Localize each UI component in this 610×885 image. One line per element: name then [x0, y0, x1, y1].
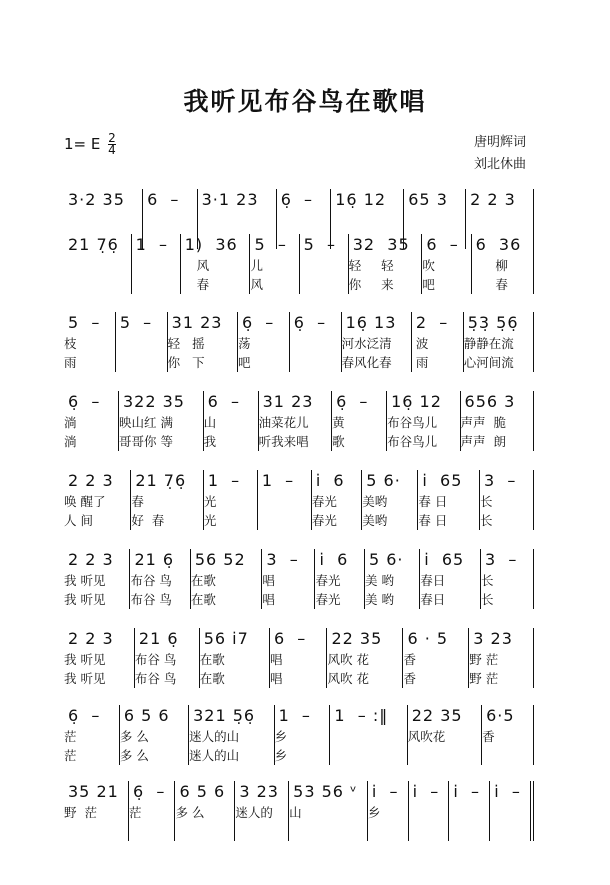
measure: [409, 781, 450, 841]
notes: 16̣ 12: [391, 392, 442, 411]
lyric-verse-2: 多 么: [119, 748, 149, 763]
measure: [362, 470, 418, 530]
notes: 6̣ –: [336, 392, 369, 411]
lyric-verse-1: 山: [203, 415, 217, 430]
lyric-verse-1: 吹: [422, 258, 435, 273]
lyric-verse-1: 唤 醒了: [64, 494, 106, 509]
measure: [300, 234, 349, 294]
lyric-verse-1: 波: [411, 336, 429, 351]
lyric-verse-1: 我 听见: [64, 573, 106, 588]
measure: [64, 549, 130, 609]
measure: [464, 312, 534, 372]
measure: [191, 549, 263, 609]
measure: [332, 391, 387, 451]
lyric-verse-1: [466, 211, 529, 230]
measure: [120, 705, 189, 765]
lyric-verse-1: 春 日: [418, 494, 448, 509]
lyric-verse-1: [449, 803, 485, 822]
notes: 322 35: [123, 392, 185, 411]
lyric-verse-2: [408, 746, 477, 765]
staff-row: [64, 781, 534, 841]
lyric-verse-1: 映山红 满: [119, 415, 173, 430]
lyric-verse-2: 美哟: [362, 513, 388, 528]
lyric-verse-1: 柳: [471, 258, 508, 273]
measure: [132, 234, 181, 294]
notes: 65 3: [408, 190, 448, 209]
notes: 5 –: [303, 235, 336, 254]
lyric-verse-1: 轻 摇: [167, 336, 205, 351]
time-unit: 4: [108, 143, 116, 157]
notes: 6 –: [273, 629, 307, 648]
lyric-verse-2: 在歌: [190, 592, 216, 607]
notes: 1) 36: [184, 235, 238, 254]
lyric-verse-2: 布谷 鸟: [130, 592, 172, 607]
lyric-verse-1: [300, 256, 344, 275]
lyric-verse-2: [116, 353, 163, 372]
notes: 6 36: [475, 235, 522, 254]
lyric-verse-2: 长: [480, 592, 494, 607]
notes: 1 –: [261, 471, 295, 490]
lyric-verse-1: 在歌: [190, 573, 216, 588]
measure: [368, 781, 409, 841]
lyric-verse-1: 光: [203, 494, 217, 509]
lyric-verse-2: 你 来: [348, 277, 394, 292]
staff-row: [64, 391, 534, 451]
lyric-verse-1: [490, 803, 526, 822]
measure: [422, 234, 471, 294]
lyric-verse-1: [331, 211, 399, 230]
notes: 1 –: [135, 235, 168, 254]
measure: [64, 234, 132, 294]
lyric-verse-2: 迷人的山: [189, 748, 240, 763]
song-title: 我听见布谷鸟在歌唱: [183, 87, 427, 116]
measure: [315, 549, 365, 609]
time-beats: 2: [108, 131, 116, 145]
lyric-verse-1: 荡: [237, 336, 251, 351]
lyric-verse-1: 春光: [315, 573, 341, 588]
lyric-verse-2: 歌: [332, 434, 345, 449]
notes: 6 –: [147, 190, 180, 209]
notes: i̇ 65: [424, 550, 465, 569]
notes: 3 23: [473, 629, 513, 648]
measure: [461, 391, 534, 451]
lyric-verse-1: [198, 211, 272, 230]
notes: i̇ –: [371, 782, 399, 801]
notes: 3 23: [239, 782, 279, 801]
notes: i̇ –: [453, 782, 481, 801]
measure: [181, 234, 251, 294]
notes: 5 –: [68, 313, 101, 332]
notes: 2 –: [415, 313, 449, 332]
lyric-verse-1: 野 茫: [64, 805, 97, 820]
lyric-verse-1: 风吹花: [407, 729, 446, 744]
lyric-verse-1: [143, 211, 193, 230]
lyric-verse-1: 美 哟: [364, 573, 394, 588]
notes: 6 –: [207, 392, 240, 411]
measure: [420, 549, 481, 609]
lyric-verse-2: [490, 822, 526, 841]
notes: i̇ 6: [315, 471, 345, 490]
lyric-verse-1: 油菜花儿: [258, 415, 309, 430]
lyric-verse-2: 我: [203, 434, 217, 449]
measure: [175, 781, 235, 841]
time-signature: [108, 133, 116, 156]
notes: 22 35: [331, 629, 383, 648]
lyric-verse-2: 光: [203, 513, 217, 528]
notes: 6̣ –: [241, 313, 275, 332]
lyric-verse-1: [330, 727, 402, 746]
lyric-verse-2: [129, 822, 171, 841]
lyric-verse-1: [258, 492, 307, 511]
lyric-verse-1: 布谷 鸟: [134, 652, 177, 667]
lyric-verse-1: [64, 256, 127, 275]
staff-row: [64, 549, 534, 609]
staff-row: [64, 705, 534, 765]
lyric-verse-2: 风: [250, 277, 263, 292]
notes: 321 5̣6̣: [193, 706, 256, 725]
lyric-verse-2: 吧: [237, 355, 251, 370]
lyric-verse-1: [116, 334, 163, 353]
lyric-verse-2: 听我来唱: [258, 434, 309, 449]
lyric-verse-2: 我 听见: [64, 592, 106, 607]
lyric-verse-1: [132, 256, 176, 275]
notes: i̇ –: [494, 782, 521, 801]
measure: [481, 549, 534, 609]
measure: [64, 391, 119, 451]
measure: [289, 781, 368, 841]
measure: [312, 470, 362, 530]
lyric-verse-2: [64, 822, 124, 841]
lyric-verse-1: 河水泛清: [341, 336, 392, 351]
measure: [449, 781, 490, 841]
lyric-verse-1: 布谷 鸟: [130, 573, 172, 588]
lyric-verse-2: [330, 746, 402, 765]
measure: [270, 628, 328, 688]
measure: [262, 549, 315, 609]
notes: 5 –: [119, 313, 153, 332]
notes: 1 – :‖: [334, 706, 389, 725]
lyric-verse-2: 我 听见: [64, 671, 106, 686]
lyric-verse-1: [277, 211, 327, 230]
lyric-verse-2: [175, 822, 230, 841]
notes: i̇ –: [412, 782, 440, 801]
measure: [116, 312, 168, 372]
lyric-verse-2: 布谷鸟儿: [387, 434, 438, 449]
notes: 53 56 ᵛ: [293, 782, 358, 801]
measure: [403, 628, 469, 688]
measure: [200, 628, 270, 688]
notes: 16̣ 12: [335, 190, 387, 209]
lyric-verse-2: 春日: [420, 592, 446, 607]
lyric-verse-2: 声声 朗: [460, 434, 506, 449]
lyric-verse-2: 长: [480, 513, 493, 528]
notes: 2 2 3: [68, 550, 114, 569]
notes: 16̣ 13: [345, 313, 397, 332]
lyric-verse-1: 多 么: [119, 729, 149, 744]
notes: 2 2 3: [470, 190, 516, 209]
notes: 6 5 6: [179, 782, 226, 801]
lyric-verse-2: [409, 822, 445, 841]
lyric-verse-2: [64, 275, 127, 294]
lyric-verse-2: [368, 822, 404, 841]
measure: [259, 391, 332, 451]
lyric-verse-2: [449, 822, 485, 841]
notes: 3·2 35: [68, 190, 125, 209]
lyric-verse-1: 茫: [64, 729, 77, 744]
measure: [482, 705, 534, 765]
measure: [412, 312, 464, 372]
measure: [275, 705, 331, 765]
lyric-verse-2: 野 茫: [469, 671, 499, 686]
notes: 3·1 23: [201, 190, 259, 209]
measure: [472, 234, 535, 294]
lyric-verse-1: 黄: [332, 415, 345, 430]
lyric-verse-2: 吧: [422, 277, 435, 292]
lyric-verse-1: 多 么: [175, 805, 205, 820]
lyric-verse-2: [258, 511, 307, 530]
lyric-verse-1: 淌: [64, 415, 77, 430]
lyric-verse-1: 长: [480, 573, 494, 588]
lyric-verse-2: 美 哟: [364, 592, 394, 607]
lyric-verse-2: 你 下: [167, 355, 205, 370]
lyric-verse-1: 春光: [311, 494, 337, 509]
key-signature: [64, 133, 116, 156]
lyric-verse-2: 人 间: [64, 513, 93, 528]
notes: 35 21: [68, 782, 119, 801]
measure: [168, 312, 238, 372]
lyric-verse-1: 春日: [420, 573, 446, 588]
composer-credit: 刘北休曲: [474, 157, 527, 172]
lyric-verse-1: 唱: [262, 573, 275, 588]
lyric-verse-2: [482, 746, 529, 765]
lyric-verse-1: 香: [482, 729, 495, 744]
lyric-verse-2: 唱: [262, 592, 275, 607]
staff-row: [64, 234, 534, 294]
measure: [490, 781, 534, 841]
lyric-verse-2: 布谷 鸟: [134, 671, 177, 686]
lyric-verse-1: 野 茫: [469, 652, 499, 667]
measure: [330, 705, 407, 765]
measure: [418, 470, 480, 530]
notes: 2 2 3: [68, 629, 114, 648]
lyric-verse-1: 迷人的山: [189, 729, 240, 744]
lyric-verse-2: 香: [403, 671, 416, 686]
lyric-verse-1: 美哟: [362, 494, 388, 509]
notes: 3 –: [484, 550, 518, 569]
lyric-verse-2: 在歌: [199, 671, 225, 686]
notes: 21 7̣6̣: [135, 471, 187, 490]
notes: 6·5: [486, 706, 515, 725]
notes: 21 7̣6̣: [68, 235, 119, 254]
lyric-verse-1: 声声 脆: [460, 415, 506, 430]
staff-row: [64, 470, 534, 530]
measure: [238, 312, 290, 372]
lyric-verse-1: 风吹 花: [327, 652, 369, 667]
measure: [480, 470, 534, 530]
lyric-verse-2: 春光: [311, 513, 337, 528]
notes: i̇ 65: [422, 471, 463, 490]
lyric-verse-1: 乡: [274, 729, 288, 744]
measure: [135, 628, 200, 688]
lyric-verse-1: [409, 803, 445, 822]
lyric-verse-1: 风: [180, 258, 210, 273]
measure: [387, 391, 460, 451]
notes: 5 –: [254, 235, 287, 254]
measure: [130, 549, 190, 609]
lyricist-credit: 唐明辉词: [474, 135, 527, 150]
notes: 21 6̣: [134, 550, 175, 569]
measure: [235, 781, 289, 841]
lyric-verse-1: 山: [289, 805, 302, 820]
notes: 5 6·: [368, 550, 404, 569]
measure: [349, 234, 423, 294]
lyric-verse-2: 唱: [269, 671, 283, 686]
lyric-verse-1: 乡: [367, 805, 381, 820]
notes: 5̣3̣ 5̣6̣: [467, 313, 519, 332]
notes: 31 23: [171, 313, 223, 332]
lyric-verse-1: 在歌: [199, 652, 225, 667]
measure: [290, 312, 342, 372]
measure: [258, 470, 312, 530]
lyric-verse-2: [300, 275, 344, 294]
staff-row: [64, 312, 534, 372]
lyric-verse-2: 春光: [315, 592, 341, 607]
lyric-verse-1: [404, 211, 461, 230]
notes: 32 35: [352, 235, 410, 254]
lyric-verse-1: 静静在流: [463, 336, 514, 351]
lyric-verse-2: 雨: [411, 355, 429, 370]
lyric-verse-2: 乡: [274, 748, 288, 763]
measure: [327, 628, 403, 688]
notes: 3 –: [266, 550, 299, 569]
lyric-verse-1: 迷人的: [235, 805, 273, 820]
notes: 6̣ –: [132, 782, 166, 801]
measure: [204, 391, 259, 451]
measure: [204, 470, 258, 530]
notes: 6̣ –: [280, 190, 314, 209]
measure: [469, 628, 534, 688]
notes: 1 –: [278, 706, 311, 725]
notes: 6̣ –: [293, 313, 327, 332]
lyric-verse-1: 布谷鸟儿: [387, 415, 438, 430]
measure: [342, 312, 412, 372]
notes: 6 5 6: [123, 706, 170, 725]
measure: [131, 470, 203, 530]
lyric-verse-2: 心河间流: [463, 355, 514, 370]
lyric-verse-1: 儿: [250, 258, 263, 273]
notes: 1 –: [207, 471, 241, 490]
lyric-verse-2: 春 日: [418, 513, 448, 528]
notes: 56 52: [194, 550, 246, 569]
measure: [64, 312, 116, 372]
lyric-verse-1: 唱: [269, 652, 283, 667]
notes: 6 · 5: [407, 629, 449, 648]
lyric-verse-2: 风吹 花: [327, 671, 369, 686]
lyric-verse-1: 长: [480, 494, 493, 509]
notes: 21 6̣: [138, 629, 179, 648]
measure: [64, 470, 131, 530]
measure: [64, 781, 129, 841]
lyric-verse-2: 淌: [64, 434, 77, 449]
lyric-verse-2: [290, 353, 337, 372]
lyric-verse-1: 春: [131, 494, 144, 509]
lyric-verse-1: [290, 334, 337, 353]
key-label: 1= E: [64, 135, 101, 153]
lyric-verse-1: 我 听见: [64, 652, 106, 667]
notes: 6̣ –: [68, 392, 101, 411]
lyric-verse-2: 哥哥你 等: [119, 434, 173, 449]
notes: 31 23: [262, 392, 314, 411]
lyric-verse-2: 春: [471, 277, 508, 292]
measure: [119, 391, 204, 451]
notes: 3 –: [484, 471, 517, 490]
notes: i̇ 6: [319, 550, 349, 569]
lyric-verse-1: [64, 211, 138, 230]
notes: 22 35: [411, 706, 463, 725]
lyric-verse-2: 春: [180, 277, 210, 292]
measure: [365, 549, 420, 609]
notes: 6̣ –: [68, 706, 101, 725]
notes: 2 2 3: [68, 471, 114, 490]
staff-row: [64, 628, 534, 688]
lyric-verse-2: 春风化春: [341, 355, 392, 370]
measure: [189, 705, 274, 765]
notes: 6 –: [426, 235, 459, 254]
measure: [250, 234, 299, 294]
measure: [408, 705, 482, 765]
notes: 5 6·: [366, 471, 401, 490]
lyric-verse-1: 香: [403, 652, 416, 667]
measure: [129, 781, 176, 841]
notes: 656 3: [464, 392, 516, 411]
lyric-verse-2: 好 春: [131, 513, 165, 528]
measure: [64, 705, 120, 765]
notes: 56 i̇7: [203, 629, 249, 648]
lyric-verse-1: 枝: [64, 336, 77, 351]
lyric-verse-1: 轻 轻: [348, 258, 394, 273]
lyric-verse-2: [235, 822, 284, 841]
lyric-verse-2: [289, 822, 363, 841]
lyric-verse-2: [132, 275, 176, 294]
lyric-verse-1: 茫: [128, 805, 142, 820]
lyric-verse-2: 茫: [64, 748, 77, 763]
measure: [64, 628, 135, 688]
lyric-verse-2: 雨: [64, 355, 77, 370]
